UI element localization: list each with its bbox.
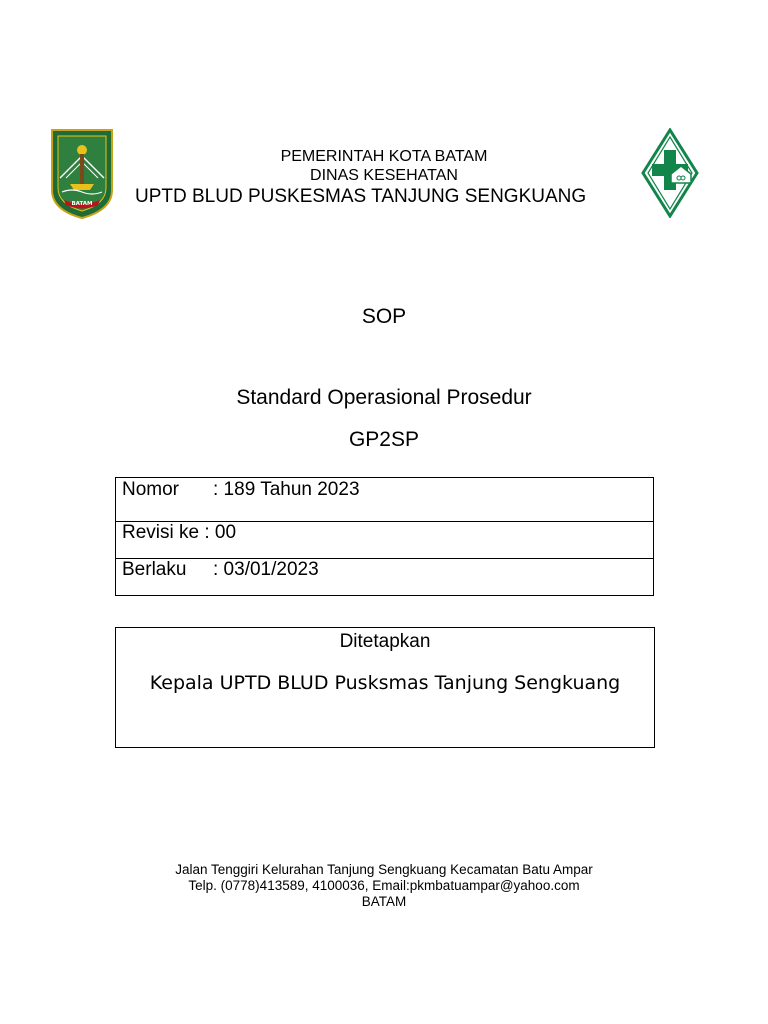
approval-heading: Ditetapkan	[339, 631, 431, 652]
header-department: DINAS KESEHATAN	[310, 167, 458, 184]
revisi-text: Revisi ke : 00	[122, 522, 237, 543]
approval-box	[115, 627, 655, 748]
nomor-label: Nomor	[122, 479, 180, 500]
approval-signatory: Kepala UPTD BLUD Pusksmas Tanjung Sengkuang	[149, 672, 621, 694]
emblem-ribbon-text: BATAM	[71, 201, 93, 207]
footer-city: BATAM	[361, 894, 407, 909]
footer-address: Jalan Tenggiri Kelurahan Tanjung Sengkuang Kecamatan Batu Ampar	[175, 862, 593, 877]
doc-type-title: SOP	[361, 305, 407, 328]
header-government: PEMERINTAH KOTA BATAM	[280, 148, 488, 165]
doc-procedure-name: GP2SP	[348, 428, 420, 451]
footer-contact: Telp. (0778)413589, 4100036, Email:pkmbatuampar@yahoo.com	[188, 878, 580, 893]
doc-full-title: Standard Operasional Prosedur	[236, 386, 532, 409]
info-row-divider	[116, 558, 653, 559]
document-info-table	[115, 477, 654, 596]
nomor-value: : 189 Tahun 2023	[213, 479, 360, 500]
berlaku-label: Berlaku	[122, 559, 187, 580]
header-institution: UPTD BLUD PUSKESMAS TANJUNG SENGKUANG	[135, 186, 587, 207]
berlaku-value: : 03/01/2023	[213, 559, 319, 580]
